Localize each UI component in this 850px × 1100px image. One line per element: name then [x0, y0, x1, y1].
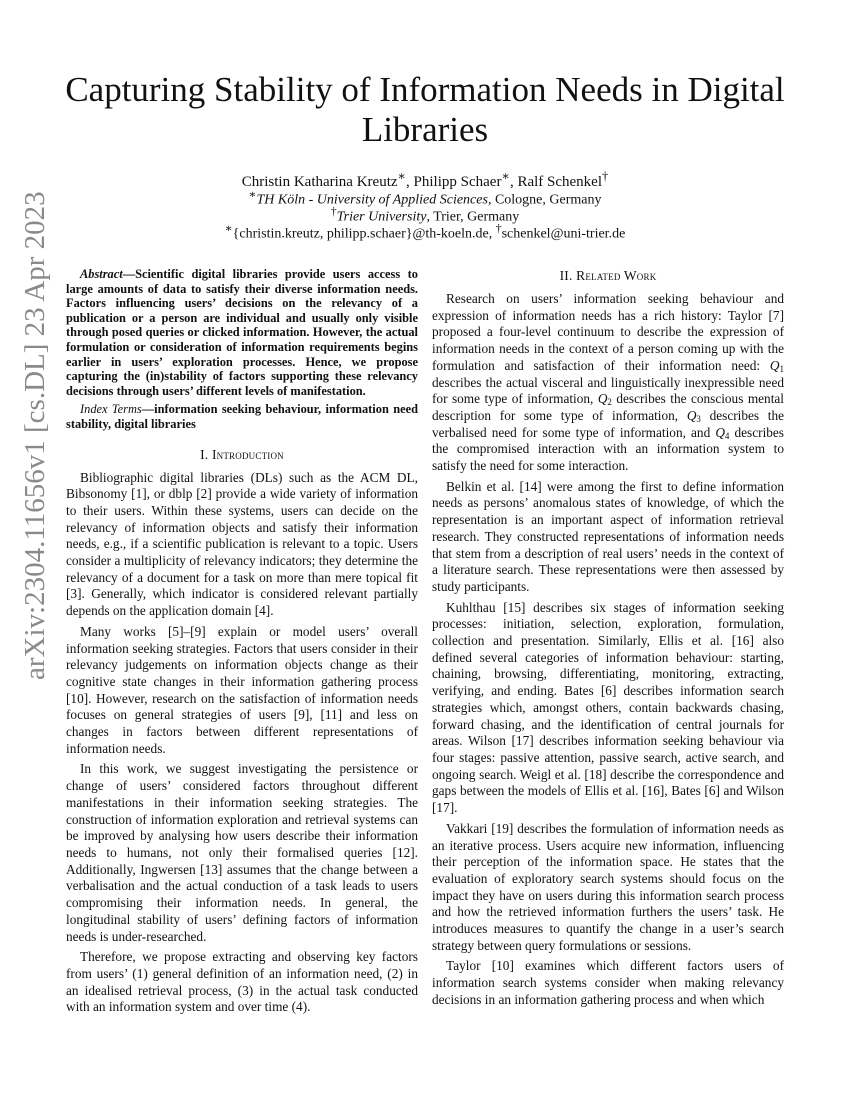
affiliation-location: , Trier, Germany [426, 209, 520, 225]
paragraph: Taylor [10] examines which different factors users of information search systems consider when making relevancy decisions in an information gathering process and when which [432, 958, 784, 1007]
affiliation-location: , Cologne, Germany [487, 192, 602, 208]
paragraph: Many works [5]–[9] explain or model users’ overall information seeking strategies. Factors that users consider in their relevancy judgements on information objects change as their cognitive state changes in their information gathering process [10]. However, research on the satisfaction of information needs focuses on general strategies of users [9], [11] and less on changes in factors between different representations of information needs. [66, 623, 418, 756]
paragraph-taylor-continuum [432, 291, 784, 475]
math-q: Q [686, 407, 697, 423]
math-q: Q [715, 424, 725, 440]
index-terms-text: —information seeking behaviour, information need stability, digital libraries [66, 402, 418, 431]
math-q: Q [597, 391, 608, 407]
text-run: describes the conscious mental description for some type of information, [432, 391, 784, 423]
section-heading-introduction [66, 446, 418, 463]
email-group: {christin.kreutz, philipp.schaer}@th-koeln.de, [232, 226, 496, 242]
email-mark: ∗ [224, 222, 233, 235]
text-run: describes the compromised interaction with an information system to satisfy the need for some interaction. [432, 424, 784, 474]
math-subscript: 3 [696, 413, 701, 424]
paragraph: Belkin et al. [14] were among the first to define information needs as persons’ anomalous states of knowledge, of which the representation is an important aspect of information retrieval research. They constructed representations of information needs that stem from a description of real users’ needs in the context of a literature search. These representations were then assessed by study participants. [432, 478, 784, 594]
left-column [66, 267, 418, 1016]
text-run: describes the actual visceral and linguistically inexpressible need for some type of information, [432, 374, 784, 407]
section-number: II. [559, 268, 577, 283]
index-terms-label: Index Terms [80, 402, 142, 417]
paragraph: In this work, we suggest investigating the persistence or change of users’ considered factors throughout different manifestations in their information seeking strategies. The construction of information exploration and retrieval systems can be improved by analysing how users describe their information needs to humans, not only their formalised queries [12]. Additionally, Ingwersen [13] assumes that the change between a verbalisation and the actual conduction of a task leads to users compromising their information needs. In general, the longitudinal stability of users’ defining factors of information needs is under-researched. [66, 761, 418, 944]
right-column [432, 267, 784, 1009]
math-subscript: 4 [724, 430, 730, 441]
math-subscript: 2 [607, 397, 612, 408]
affiliation-institution: Trier University [336, 209, 427, 225]
paragraph: Therefore, we propose extracting and observing key factors from users’ (1) general definition of an information need, (2) in an idealised retrieval process, (3) in the actual task conducted with an information system and over time (4). [66, 949, 418, 1015]
math-subscript: 1 [779, 363, 784, 374]
author-mark: † [602, 169, 609, 183]
section-title: Introduction [211, 446, 284, 462]
author-name: Philipp Schaer [413, 174, 502, 190]
abstract-label: Abstract [80, 267, 123, 281]
paragraph: Bibliographic digital libraries (DLs) such as the ACM DL, Bibsonomy [1], or dblp [2] provide a wide variety of information to their users. Within these systems, users can decide on the relevancy of information objects and satisfy their information needs, e.g., if a scientific publication is relevant to a topic. Users consider a multiplicity of relevancy indicators; they determine the relevancy of a document for a task on more than mere topical fit [3]. Generally, which indicator is considered relevant partially depends on the application domain [4]. [66, 469, 418, 619]
affiliation-mark: † [330, 205, 337, 218]
abstract [66, 267, 418, 398]
author-name: Ralf Schenkel [517, 174, 602, 190]
author-mark: ∗ [501, 169, 510, 183]
paragraph: Kuhlthau [15] describes six stages of information seeking processes: initiation, selection, exploration, formulation, collection and presentation. Similarly, Ellis et al. [16] also defined several categories of information behaviour: starting, chaining, browsing, differentiating, monitoring, extracting, verifying, and ending. Bates [6] describes information search strategies which, amongst others, contain backwards chasing, forward chasing, and the identification of central journals for areas. Wilson [17] describes information seeking behaviour via four stages: passive attention, passive search, active search, and ongoing search. Weigl et al. [18] describe the correspondence and gaps between the models of Ellis et al. [16], Bates [6] and Wilson [17]. [432, 599, 784, 816]
author-list: Christin Katharina Kreutz∗, Philipp Schaer∗, Ralf Schenkel† [241, 169, 609, 190]
text-run: describes the verbalised need for some type of information, and [432, 407, 784, 440]
paragraph: Vakkari [19] describes the formulation of information needs as an iterative process. Users acquire new information, influencing their perception of the information space. He states that the evaluation of exploratory search systems should focus on the impact they have on users during this information search process and how the retrieved information furthers the users’ task. He introduces measures to quantify the change in a user’s search strategy between query formulations or sessions. [432, 820, 784, 953]
affiliation-mark: ∗ [248, 188, 257, 201]
index-terms [66, 402, 418, 431]
paper-title: Capturing Stability of Information Needs in Digital Libraries [65, 70, 785, 149]
author-emails [40, 220, 810, 243]
text-run: Research on users’ information seeking behaviour and expression of information needs has a rich history: Taylor [7] proposed a four-level continuum to describe the expression of information needs in the context of a person coming up with the formulation and satisfaction of their information need: [432, 291, 784, 373]
section-heading-related-work [432, 267, 784, 284]
section-title: Related Work [576, 268, 657, 283]
email-mark: † [495, 222, 502, 235]
author-name: Christin Katharina Kreutz [241, 174, 398, 190]
section-number: I. [200, 446, 212, 462]
affiliation-institution: TH Köln - University of Applied Sciences [256, 192, 488, 208]
author-mark: ∗ [397, 169, 407, 183]
math-q: Q [769, 357, 780, 373]
abstract-text: —Scientific digital libraries provide users access to large amounts of data to satisfy their diverse information needs. Factors influencing users’ decisions on the relevancy of a publication or a person are individual and usually only visible through posed queries or clicked information. However, the actual formulation or consideration of information requirements begins earlier in users’ exploration processes. Hence, we propose capturing the (in)stability of factors supporting these relevancy decisions through users’ different levels of manifestation. [66, 267, 418, 398]
arxiv-id[interactable]: arXiv:2304.11656v1 [cs.DL] 23 Apr 2023 [19, 191, 51, 680]
email-single: schenkel@uni-trier.de [501, 226, 626, 242]
